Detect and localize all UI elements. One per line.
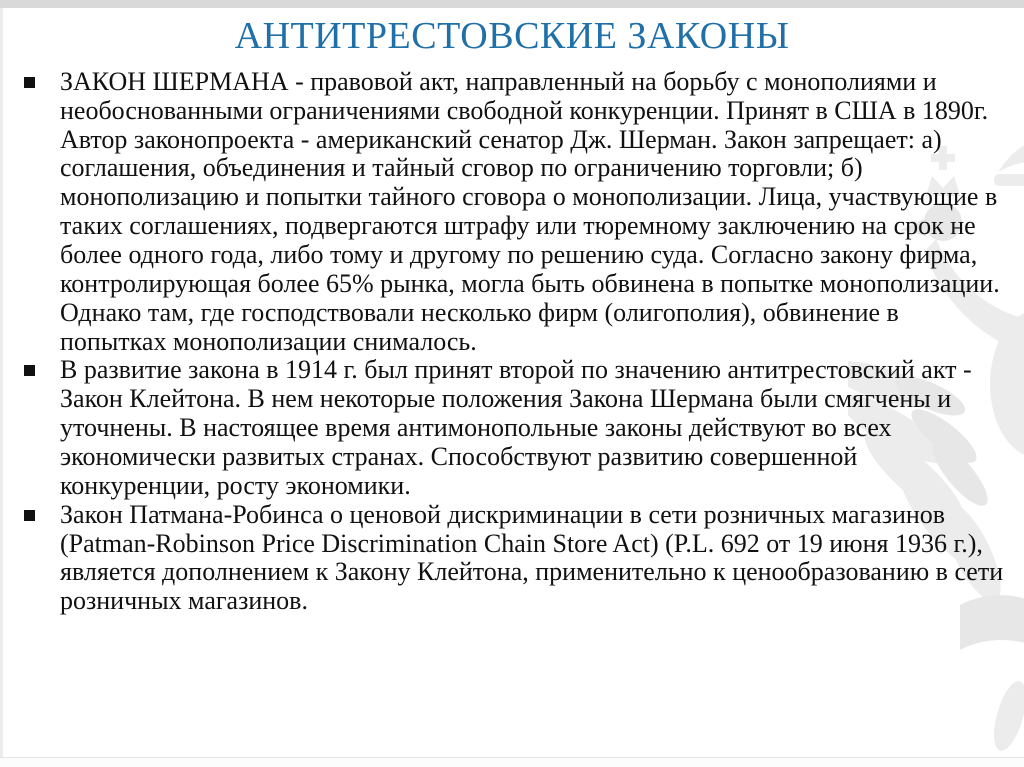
bullet-text: В развитие закона в 1914 г. был принят второй по значению антитрестовский акт - Закон Клейтона. В нем некоторые положения Закона Шермана были смягчены и уточнены. В настоящее время антимонопольные законы действуют во всех экономически развитых странах. Способствуют развитию совершенной конкуренции, росту экономики. [60,355,972,500]
bullet-square-icon [24,365,35,376]
slide-bottom-edge [0,757,1024,767]
bullet-square-icon [24,510,35,521]
bullet-item-clayton-act [24,356,1010,500]
bullet-text: Закон Патмана-Робинса о ценовой дискриминации в сети розничных магазинов (Patman-Robinson Price Discrimination Chain Store Act) (P.L. 692 от 19 июня 1936 г.), является дополнением к Закону Клейтона, применительно к ценообразованию в сети розничных магазинов. [60,499,1004,616]
bullet-item-patman-robinson-act [24,501,1010,616]
bullet-square-icon [24,77,35,88]
slide-title: АНТИТРЕСТОВСКИЕ ЗАКОНЫ [234,15,790,57]
bullet-list [0,68,1024,616]
bullet-text: ЗАКОН ШЕРМАНА - правовой акт, направленный на борьбу с монополиями и необоснованными ограничениями свободной конкуренции. Принят в США в 1890г. Автор законопроекта - американский сенатор Дж. Шерман. Закон запрещает: а) соглашения, объединения и тайный сговор по ограничению торговли; б) монополизацию и попытки тайного сговора о монополизации. Лица, участвующие в таких соглашениях, подвергаются штрафу или тюремному заключению на срок не более одного года, либо тому и другому по решению суда. Согласно закону фирма, контролирующая более 65% рынка, могла быть обвинена в попытке монополизации. Однако там, где господствовали несколько фирм (олигополия), обвинение в попытках монополизации снималось. [60,66,1000,356]
bullet-item-sherman-act [24,68,1010,357]
